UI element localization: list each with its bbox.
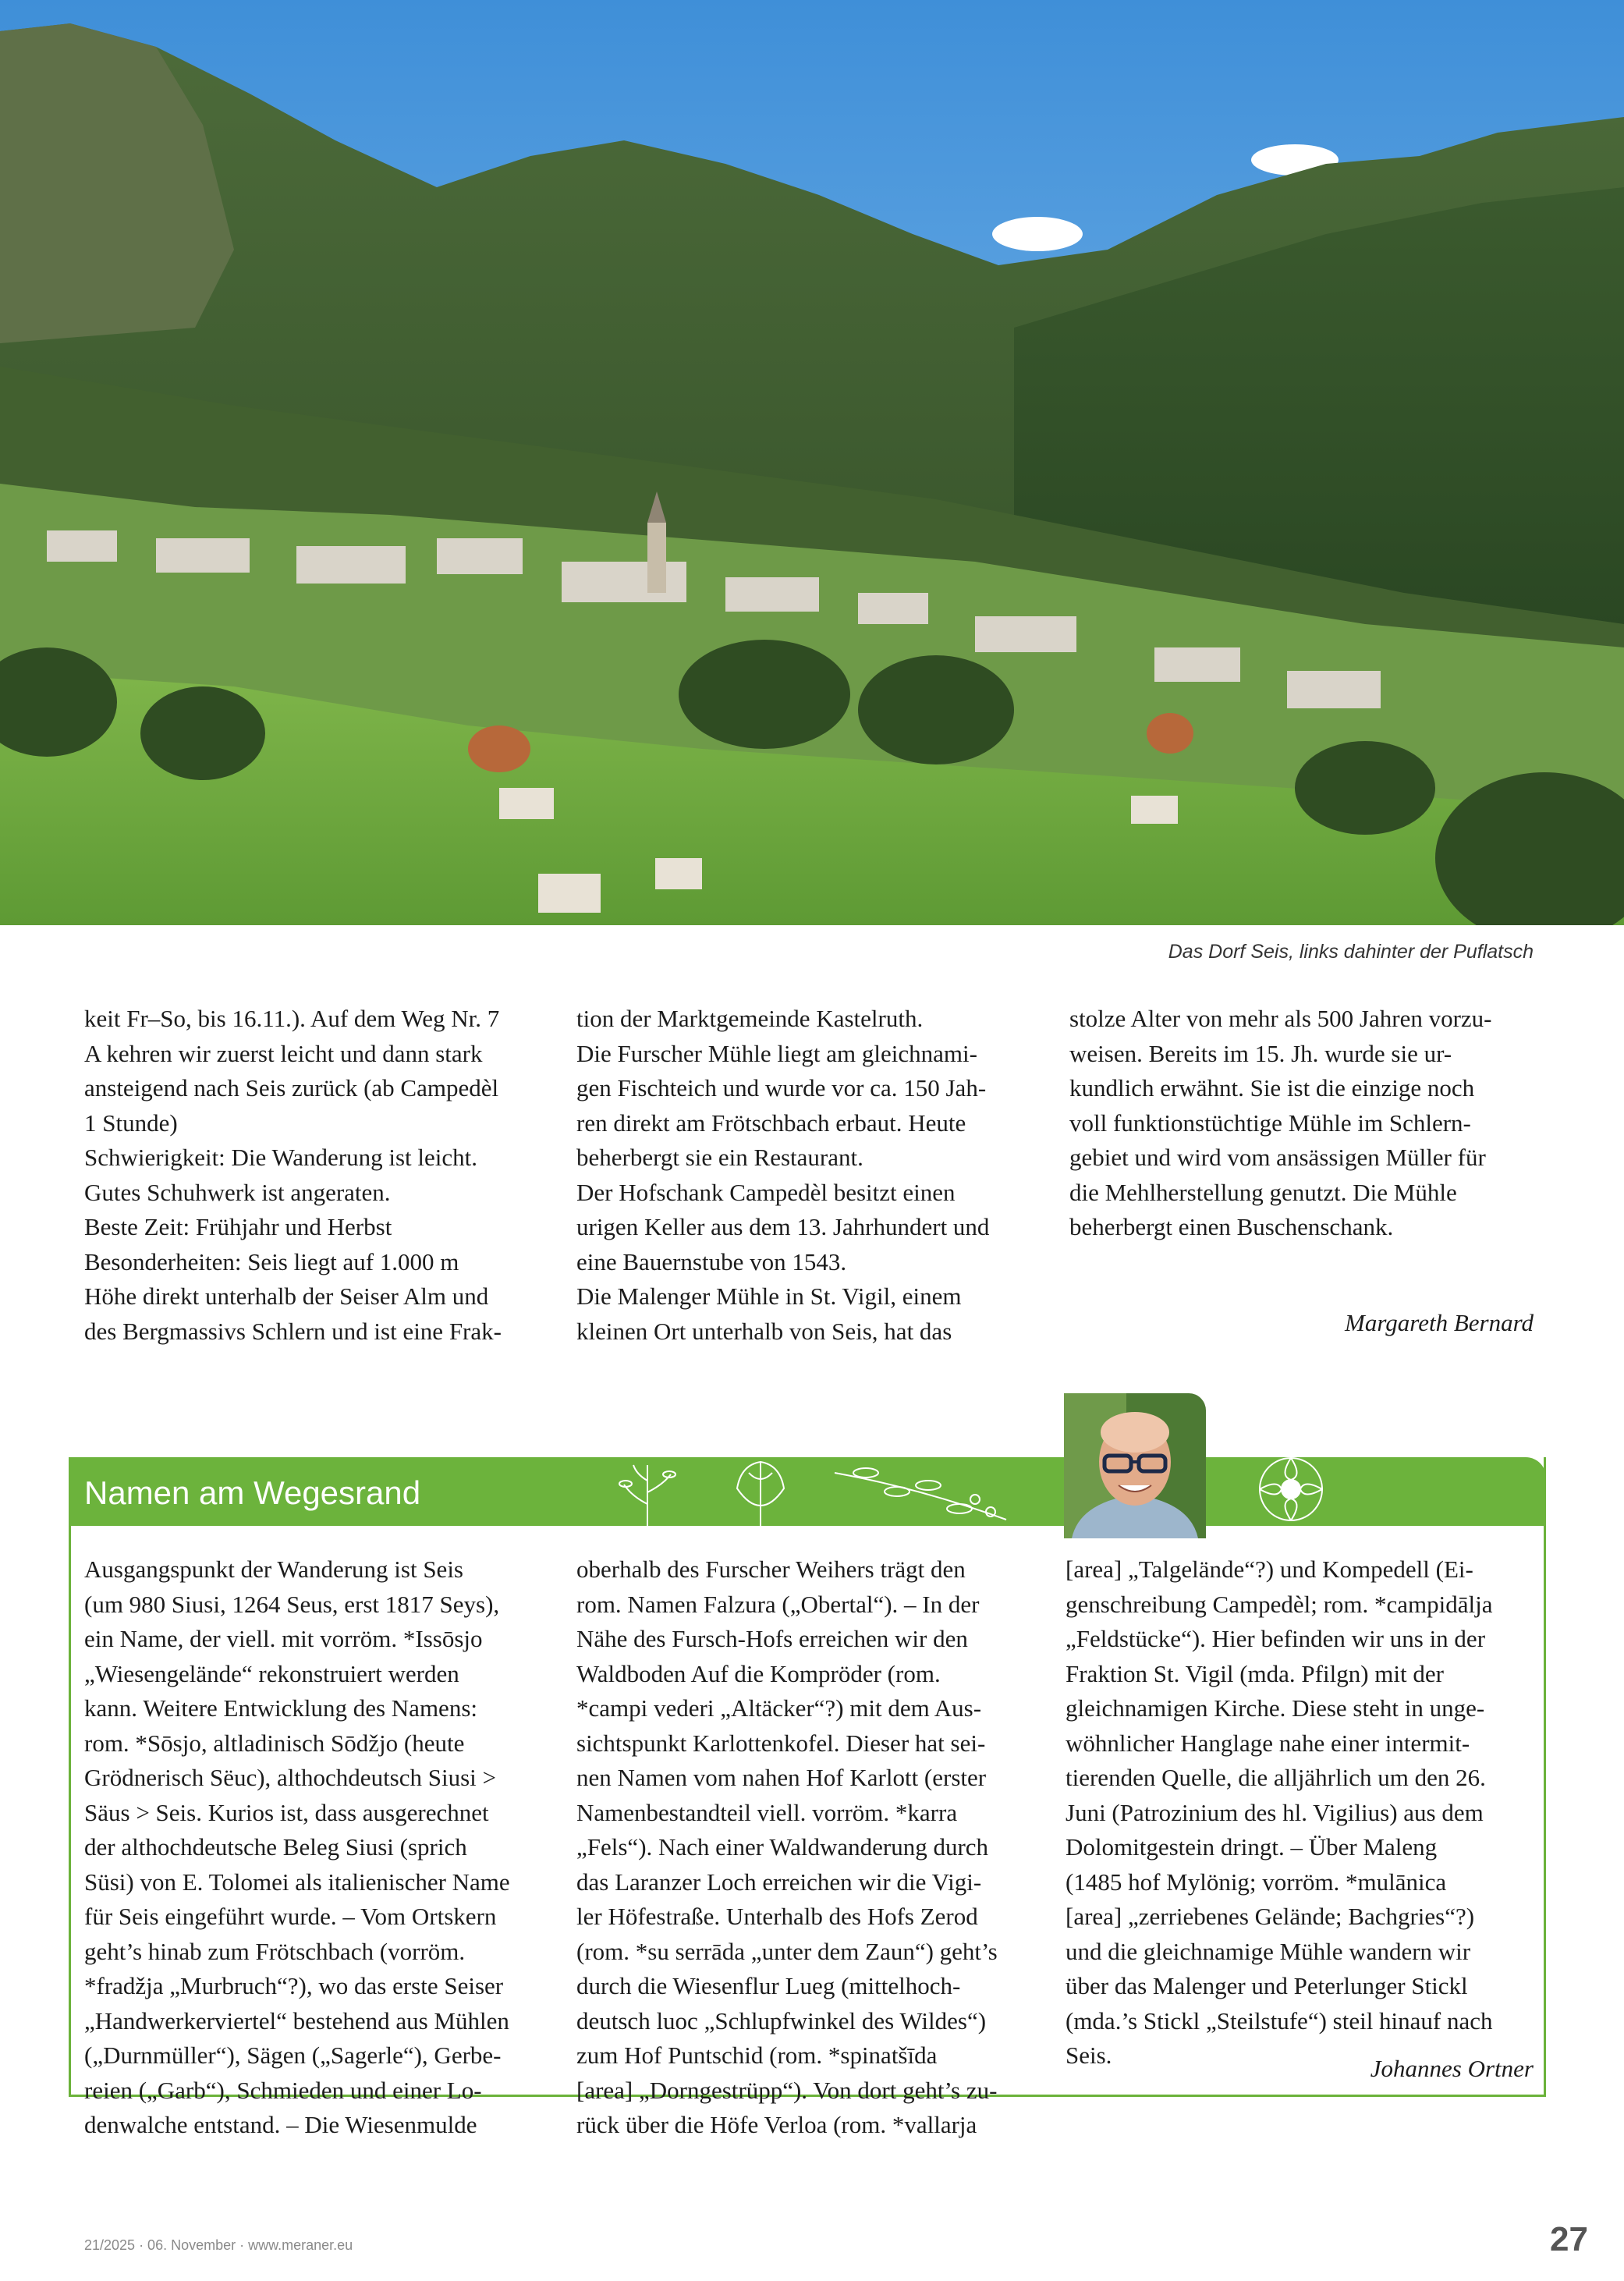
text-line: voll funktionstüchtige Mühle im Schlern-: [1069, 1109, 1471, 1137]
text-line: (rom. *su serrāda „unter dem Zaun“) geht’s: [576, 1937, 998, 1965]
text-line: sichtspunkt Karlottenkofel. Dieser hat sei-: [576, 1729, 986, 1757]
text-line: [area] „Talgelände“?) und Kompedell (Ei-: [1066, 1556, 1473, 1583]
article-author: Margareth Bernard: [1345, 1309, 1534, 1336]
text-line: gen Fischteich und wurde vor ca. 150 Jah-: [576, 1074, 987, 1101]
text-line: Süsi) von E. Tolomei als italienischer Name: [84, 1868, 510, 1896]
text-line: rück über die Höfe Verloa (rom. *vallarja: [576, 2111, 977, 2138]
text-line: ansteigend nach Seis zurück (ab Campedèl: [84, 1074, 499, 1101]
photo-caption: Das Dorf Seis, links dahinter der Puflatsch: [1168, 941, 1534, 963]
text-line: kleinen Ort unterhalb von Seis, hat das: [576, 1317, 952, 1345]
flower-icon: [1240, 1453, 1342, 1526]
text-line: nen Namen vom nahen Hof Karlott (erster: [576, 1764, 987, 1791]
text-line: rom. Namen Falzura („Obertal“). – In der: [576, 1590, 980, 1618]
text-line: gleichnamigen Kirche. Diese steht in unge-: [1066, 1694, 1485, 1722]
text-line: reien („Garb“), Schmieden und einer Lo-: [84, 2076, 482, 2104]
text-line: genschreibung Campedèl; rom. *campidālja: [1066, 1590, 1493, 1618]
text-line: 1 Stunde): [84, 1109, 178, 1137]
text-line: wöhnlicher Hanglage nahe einer intermit-: [1066, 1729, 1470, 1757]
text-line: Besonderheiten: Seis liegt auf 1.000 m: [84, 1247, 459, 1275]
text-line: kann. Weitere Entwicklung des Namens:: [84, 1694, 477, 1722]
box-column-1: [84, 1552, 510, 2143]
text-line: das Laranzer Loch erreichen wir die Vigi-: [576, 1868, 982, 1896]
text-line: deutsch luoc „Schlupfwinkel des Wildes“): [576, 2006, 987, 2034]
text-line: Fraktion St. Vigil (mda. Pfilgn) mit der: [1066, 1659, 1444, 1687]
text-line: Höhe direkt unterhalb der Seiser Alm und: [84, 1282, 489, 1310]
text-line: beherbergt sie ein Restaurant.: [576, 1144, 863, 1171]
info-box-title: Namen am Wegesrand: [84, 1474, 421, 1511]
text-line: Beste Zeit: Frühjahr und Herbst: [84, 1213, 392, 1240]
text-line: *fradžja „Murbruch“?), wo das erste Seiser: [84, 1972, 504, 1999]
box-column-2: [576, 1552, 998, 2143]
text-line: [area] „Dorngestrüpp“). Von dort geht’s zu-: [576, 2076, 998, 2104]
text-line: rom. *Sōsjo, altladinisch Sōdžjo (heute: [84, 1729, 465, 1757]
text-line: zum Hof Puntschid (rom. *spinatšīda: [576, 2042, 938, 2069]
text-line: weisen. Bereits im 15. Jh. wurde sie ur-: [1069, 1039, 1452, 1067]
text-line: Die Furscher Mühle liegt am gleichnami-: [576, 1039, 977, 1067]
text-line: [area] „zerriebenes Gelände; Bachgries“?): [1066, 1903, 1475, 1930]
text-line: tion der Marktgemeinde Kastelruth.: [576, 1005, 924, 1032]
text-line: geht’s hinab zum Frötschbach (vorröm.: [84, 1937, 466, 1965]
text-line: kundlich erwähnt. Sie ist die einzige noch: [1069, 1074, 1475, 1101]
text-line: durch die Wiesenflur Lueg (mittelhoch-: [576, 1972, 961, 1999]
text-line: („Durnmüller“), Sägen („Sagerle“), Gerbe-: [84, 2042, 502, 2069]
text-line: ein Name, der viell. mit vorröm. *Issōsjo: [84, 1625, 483, 1652]
text-line: gebiet und wird vom ansässigen Müller für: [1069, 1144, 1486, 1171]
article-column-3: [1069, 1002, 1492, 1245]
box-author: Johannes Ortner: [1370, 2055, 1534, 2082]
text-line: und die gleichnamige Mühle wandern wir: [1066, 1937, 1471, 1965]
text-line: Die Malenger Mühle in St. Vigil, einem: [576, 1282, 962, 1310]
text-line: tierenden Quelle, die alljährlich um den 26.: [1066, 1764, 1486, 1791]
text-line: Schwierigkeit: Die Wanderung ist leicht.: [84, 1144, 478, 1171]
box-column-3: [1066, 1552, 1493, 2073]
text-line: oberhalb des Furscher Weihers trägt den: [576, 1556, 966, 1583]
text-line: „Handwerkerviertel“ bestehend aus Mühlen: [84, 2006, 509, 2034]
text-line: die Mehlherstellung genutzt. Die Mühle: [1069, 1178, 1457, 1206]
text-line: Säus > Seis. Kurios ist, dass ausgerechnet: [84, 1798, 489, 1826]
olive-branch-icon: [827, 1457, 1014, 1526]
text-line: über das Malenger und Peterlunger Stickl: [1066, 1972, 1468, 1999]
leaf-sprig-icon: [608, 1457, 686, 1526]
text-line: ren direkt am Frötschbach erbaut. Heute: [576, 1109, 966, 1137]
text-line: Seis.: [1066, 2042, 1112, 2069]
village-photo: [0, 0, 1624, 925]
text-line: (1485 hof Mylönig; vorröm. *mulānica: [1066, 1868, 1447, 1896]
article-column-2: [576, 1002, 989, 1349]
text-line: stolze Alter von mehr als 500 Jahren vorzu-: [1069, 1005, 1492, 1032]
text-line: Dolomitgestein dringt. – Über Maleng: [1066, 1833, 1438, 1861]
text-line: keit Fr–So, bis 16.11.). Auf dem Weg Nr. 7: [84, 1005, 500, 1032]
text-line: Ausgangspunkt der Wanderung ist Seis: [84, 1556, 463, 1583]
text-line: des Bergmassivs Schlern und ist eine Frak-: [84, 1317, 502, 1345]
text-line: urigen Keller aus dem 13. Jahrhundert und: [576, 1213, 990, 1240]
text-line: Juni (Patrozinium des hl. Vigilius) aus dem: [1066, 1798, 1484, 1826]
text-line: ler Höfestraße. Unterhalb des Hofs Zerod: [576, 1903, 978, 1930]
text-line: Waldboden Auf die Kompröder (rom.: [576, 1659, 941, 1687]
footer-issue: 21/2025 · 06. November · www.meraner.eu: [84, 2237, 353, 2253]
text-line: Namenbestandteil viell. vorröm. *karra: [576, 1798, 958, 1826]
author-portrait: [1064, 1393, 1206, 1538]
text-line: „Feldstücke“). Hier befinden wir uns in der: [1066, 1625, 1486, 1652]
page-number: 27: [1550, 2220, 1588, 2258]
text-line: (um 980 Siusi, 1264 Seus, erst 1817 Seys),: [84, 1590, 500, 1618]
text-line: A kehren wir zuerst leicht und dann stark: [84, 1039, 483, 1067]
text-line: Grödnerisch Sëuc), althochdeutsch Siusi >: [84, 1764, 497, 1791]
text-line: Nähe des Fursch-Hofs erreichen wir den: [576, 1625, 968, 1652]
text-line: eine Bauernstube von 1543.: [576, 1247, 847, 1275]
text-line: (mda.’s Stickl „Steilstufe“) steil hinauf nach: [1066, 2006, 1493, 2034]
text-line: denwalche entstand. – Die Wiesenmulde: [84, 2111, 477, 2138]
text-line: der althochdeutsche Beleg Siusi (sprich: [84, 1833, 467, 1861]
text-line: „Fels“). Nach einer Waldwanderung durch: [576, 1833, 989, 1861]
text-line: „Wiesengelände“ rekonstruiert werden: [84, 1659, 459, 1687]
tulip-icon: [718, 1457, 803, 1526]
text-line: für Seis eingeführt wurde. – Vom Ortskern: [84, 1903, 497, 1930]
text-line: *campi vederi „Altäcker“?) mit dem Aus-: [576, 1694, 982, 1722]
text-line: Gutes Schuhwerk ist angeraten.: [84, 1178, 391, 1206]
article-column-1: [84, 1002, 502, 1349]
text-line: Der Hofschank Campedèl besitzt einen: [576, 1178, 956, 1206]
text-line: beherbergt einen Buschenschank.: [1069, 1213, 1394, 1240]
